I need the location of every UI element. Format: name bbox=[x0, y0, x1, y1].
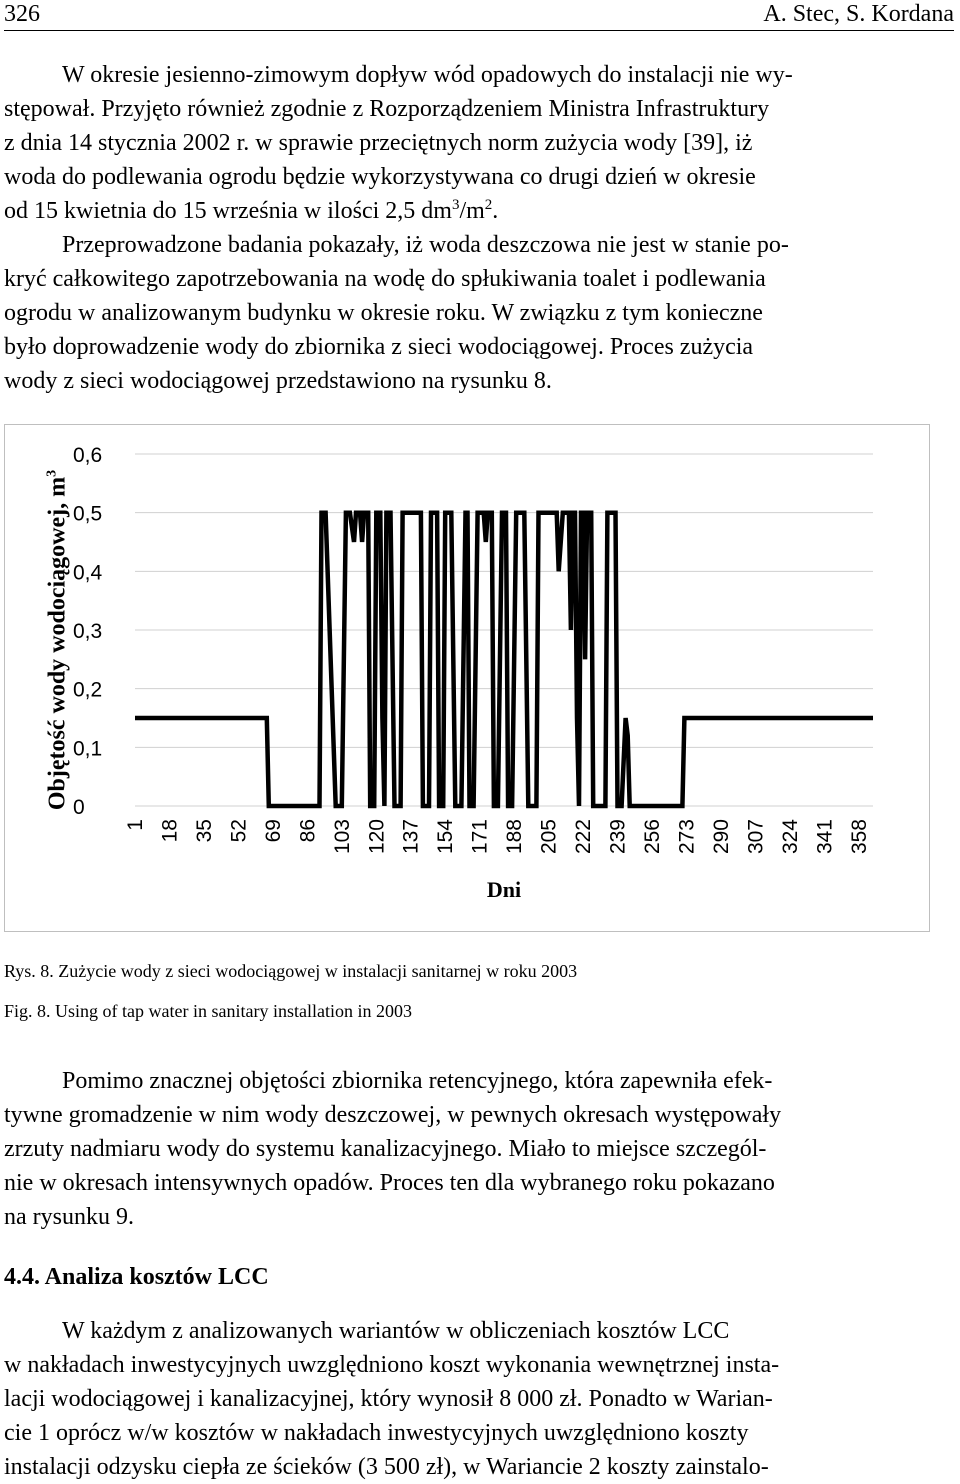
x-tick-label: 256 bbox=[641, 819, 665, 855]
x-tick-label: 18 bbox=[158, 819, 182, 843]
y-tick-label: 0,3 bbox=[73, 620, 103, 643]
y-tick-label: 0,4 bbox=[73, 561, 103, 585]
y-tick-label: 0,5 bbox=[73, 502, 103, 526]
figure-caption-en: Fig. 8. Using of tap water in sanitary installation in 2003 bbox=[4, 1001, 412, 1021]
page-number: 326 bbox=[4, 1, 40, 27]
x-tick-label: 290 bbox=[709, 819, 733, 855]
figure-8-chart bbox=[4, 424, 930, 932]
x-tick-label: 188 bbox=[503, 819, 527, 855]
x-tick-label: 52 bbox=[227, 819, 251, 843]
x-tick-label: 307 bbox=[744, 819, 768, 855]
series-line bbox=[135, 513, 873, 806]
y-axis-label: Objętość wody wodociągowej, $m^3$ bbox=[44, 469, 71, 811]
x-tick-label: 103 bbox=[330, 819, 354, 855]
x-tick-label: 273 bbox=[675, 819, 699, 855]
x-axis-title: Dni bbox=[486, 877, 522, 902]
y-tick-label: 0,6 bbox=[73, 444, 103, 467]
x-tick-label: 324 bbox=[778, 819, 802, 855]
figure-caption-pl: Rys. 8. Zużycie wody z sieci wodociągowej w instalacji sanitarnej w roku 2003 bbox=[4, 961, 578, 981]
x-tick-label: 120 bbox=[365, 819, 389, 855]
running-authors: A. Stec, S. Kordana bbox=[763, 1, 954, 27]
paragraph-3: Pomimo znacznej objętości zbiornika retencyjnego, która zapewniła efek- tywne gromadzenie w nim wody deszczowej, w pewnych okresach występowały zrzuty nadmiaru wody do systemu kanalizacyjnego. Miało to miejsce szczegól- nie w okresach intensywnych opadów. Proces ten dla wybranego roku pokazano na rysunku 9. bbox=[4, 1068, 782, 1230]
chart-svg bbox=[5, 425, 931, 933]
running-header bbox=[4, 0, 954, 31]
x-tick-label: 239 bbox=[606, 819, 630, 855]
x-tick-label: 35 bbox=[192, 819, 216, 843]
x-tick-label: 222 bbox=[572, 819, 596, 855]
x-tick-label: 171 bbox=[468, 819, 492, 855]
y-tick-label: 0,2 bbox=[73, 678, 103, 702]
x-tick-label: 86 bbox=[296, 819, 320, 843]
x-tick-label: 154 bbox=[434, 819, 458, 855]
x-tick-label: 341 bbox=[813, 819, 837, 855]
y-tick-label: 0,1 bbox=[73, 737, 103, 761]
x-tick-label: 358 bbox=[847, 819, 871, 855]
paragraph-2: Przeprowadzone badania pokazały, iż woda deszczowa nie jest w stanie po- kryć całkowitego zapotrzebowania na wodę do spłukiwania toalet i podlewania ogrodu w analizowanym budynku w okresie roku. W związku z tym konieczne było doprowadzenie wody do zbiornika z sieci wodociągowej. Proces zużycia wody z sieci wodociągowej przedstawiono na rysunku 8. bbox=[4, 232, 789, 394]
x-tick-label: 1 bbox=[124, 819, 147, 831]
x-tick-label: 137 bbox=[399, 819, 423, 855]
paragraph-1: W okresie jesienno-zimowym dopływ wód opadowych do instalacji nie wy- stępował. Przyjęto również zgodnie z Rozporządzeniem Ministra Infrastruktury z dnia 14 stycznia 2002 r. w sprawie przeciętnych norm zużycia wody [39], iż woda do podlewania ogrodu będzie wykorzystywana co drugi dzień w okresie od 15 kwietnia do 15 września w ilości 2,5 $dm^3/m^2$. bbox=[4, 62, 793, 224]
paragraph-4: W każdym z analizowanych wariantów w obliczeniach kosztów LCC w nakładach inwestycyjnych uwzględniono koszt wykonania wewnętrznej insta- lacji wodociągowej i kanalizacyjnej, który wynosił 8 000 zł. Ponadto w Warian- cie 1 oprócz w/w kosztów w nakładach inwestycyjnych uwzględniono koszty instalacji odzysku ciepła ze ścieków (3 500 zł), w Wariancie 2 koszty zainstalo- bbox=[4, 1318, 780, 1480]
section-heading: 4.4. Analiza kosztów LCC bbox=[4, 1264, 269, 1290]
x-tick-label: 205 bbox=[537, 819, 561, 855]
y-tick-label: 0 bbox=[73, 796, 85, 819]
x-tick-label: 69 bbox=[261, 819, 285, 843]
